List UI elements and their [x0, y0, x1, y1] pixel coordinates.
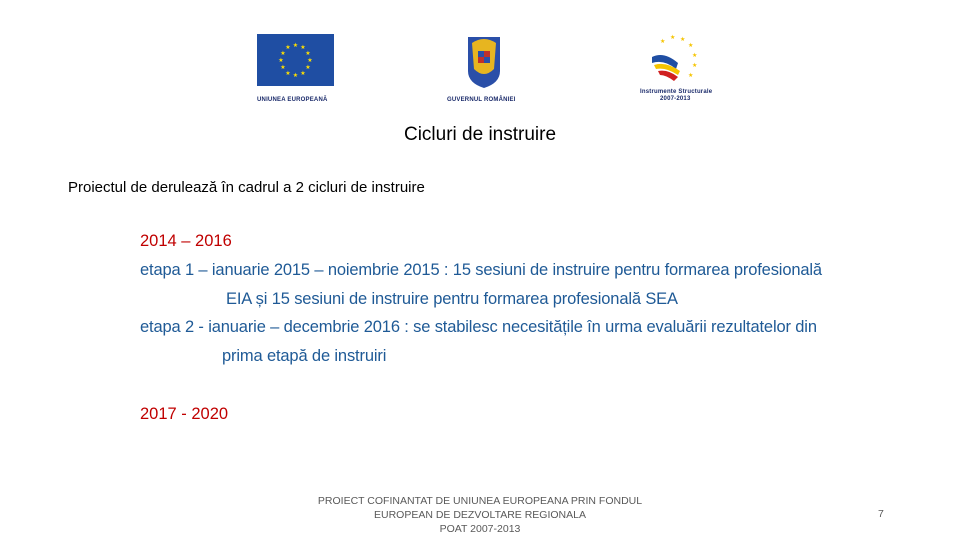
svg-text:★: ★ — [285, 44, 291, 51]
footer-line1: PROIECT COFINANTAT DE UNIUNEA EUROPEANA PRIN FONDUL — [317, 495, 643, 507]
svg-text:★: ★ — [680, 36, 686, 43]
svg-text:★: ★ — [292, 42, 299, 49]
svg-text:★: ★ — [305, 50, 311, 57]
government-logo-label: GUVERNUL ROMÂNIEI — [447, 97, 516, 103]
instrumente-label-line2: 2007-2013 — [660, 96, 691, 102]
svg-text:★: ★ — [278, 57, 284, 64]
svg-text:★: ★ — [688, 42, 694, 49]
svg-text:★: ★ — [692, 62, 698, 69]
svg-text:★: ★ — [670, 34, 676, 41]
stage1-line1: etapa 1 – ianuarie 2015 – noiembrie 2015 : 15 sesiuni de instruire pentru formarea profesională — [140, 261, 822, 279]
cycle2-period: 2017 - 2020 — [140, 405, 229, 423]
footer-text — [300, 494, 660, 536]
footer-line2: EUROPEAN DE DEZVOLTARE REGIONALA — [374, 509, 586, 521]
instrumente-structurale-icon — [648, 33, 700, 85]
svg-text:★: ★ — [280, 64, 286, 71]
eu-logo-label: UNIUNEA EUROPEANĂ — [257, 97, 328, 103]
eu-flag-icon — [257, 34, 334, 86]
stage1-line2: EIA și 15 sesiuni de instruire pentru formarea profesională SEA — [226, 290, 678, 308]
cycle1-period: 2014 – 2016 — [140, 232, 232, 250]
stage2-line1: etapa 2 - ianuarie – decembrie 2016 : se stabilesc necesitățile în urma evaluării rezultatelor din — [140, 318, 817, 336]
svg-text:★: ★ — [660, 38, 666, 45]
svg-text:★: ★ — [292, 72, 299, 79]
coat-of-arms-icon — [464, 33, 504, 89]
svg-text:★: ★ — [300, 70, 306, 77]
intro-text: Proiectul de derulează în cadrul a 2 cicluri de instruire — [68, 179, 425, 196]
svg-text:★: ★ — [305, 64, 311, 71]
page-number: 7 — [878, 508, 884, 520]
svg-text:★: ★ — [692, 52, 698, 59]
svg-text:★: ★ — [285, 70, 291, 77]
svg-text:★: ★ — [280, 50, 286, 57]
footer-line3: POAT 2007-2013 — [439, 523, 521, 535]
svg-text:★: ★ — [300, 44, 306, 51]
svg-text:★: ★ — [307, 57, 313, 64]
stage2-line2: prima etapă de instruiri — [222, 347, 387, 365]
slide-title: Cicluri de instruire — [403, 124, 557, 145]
svg-text:★: ★ — [688, 72, 694, 79]
instrumente-label-line1: Instrumente Structurale — [640, 89, 713, 95]
